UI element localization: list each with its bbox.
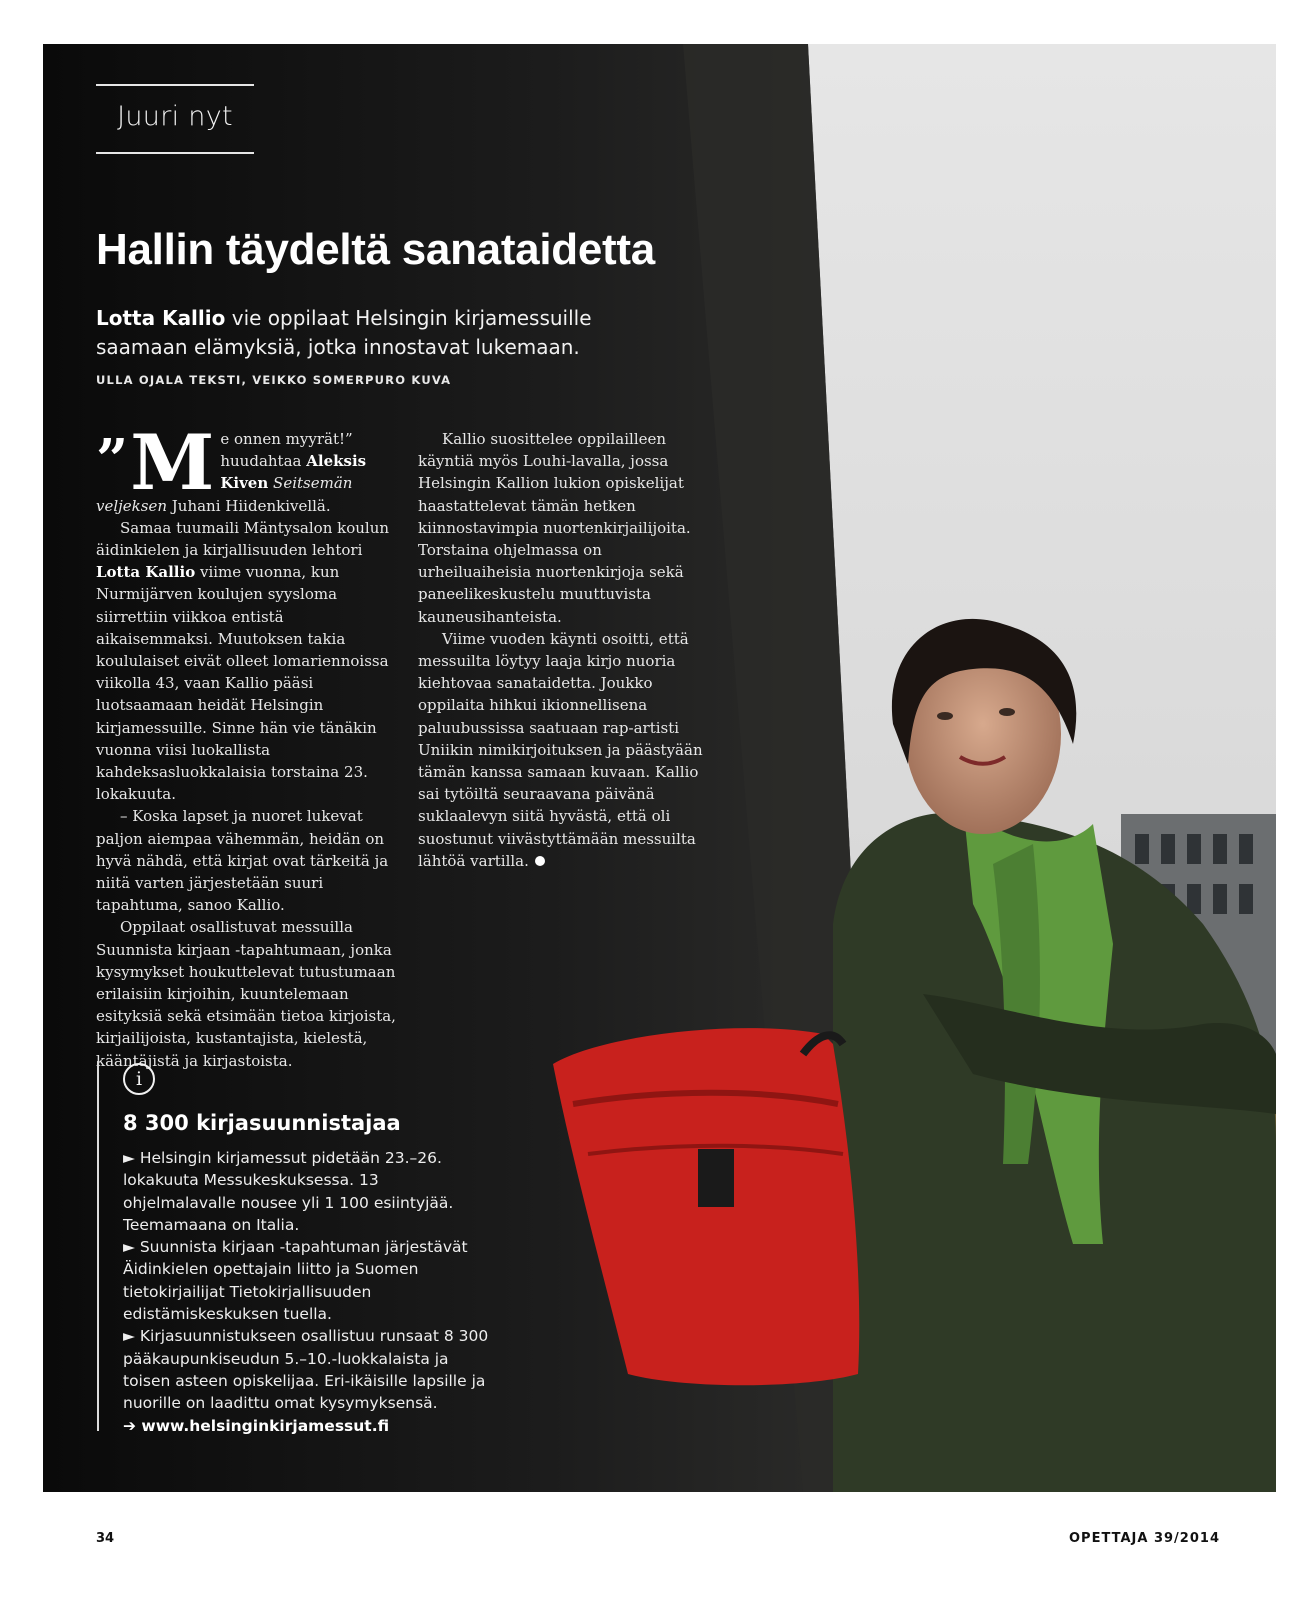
article-paragraph: Oppilaat osallistuvat messuilla Suunnista kirjaan -tapahtumaan, jonka kysymykset houkuttelevat tutustumaan erilaisiin kirjoihin, kuuntelemaan esityksiä sekä etsimään tietoa kirjoista, kirjailijoista, kustantajista, kielestä, kääntäjistä ja kirjastoista. [96,918,396,1070]
info-item: ► Suunnista kirjaan -tapahtuman järjestävät Äidinkielen opettajain liitto ja Suomen tietokirjailijat Tietokirjallisuuden edistämiskeskuksen tuella. [123,1238,468,1324]
info-icon: i [123,1063,155,1095]
headline: Hallin täydeltä sanataidetta [96,225,655,274]
left-eye [937,712,953,720]
article-text: Viime vuoden käynti osoitti, että messuilta löytyy laaja kirjo nuoria kiehtovaa sanataidetta. Joukko oppilaita hihkui ikionnellisena paluubussissa saatuaan rap-artisti Uniikin nimikirjoituksen ja päästyään tämän kanssa samaan kuvaan. Kallio sai tytöiltä seuraavana päivänä suklaalevyn siitä hyvästä, että oli suostunut viivästyttämään messuilta lähtöä vartilla. [418,629,703,870]
bag-label [698,1149,734,1207]
byline: ULLA OJALA TEKSTI, VEIKKO SOMERPURO KUVA [96,373,452,387]
lead-text: vie oppilaat Helsingin kirjamessuille saamaan elämyksiä, jotka innostavat lukemaan. [96,306,592,359]
article-paragraph [96,517,396,806]
article-column-2 [418,428,716,872]
article-paragraph: – Koska lapset ja nuoret lukevat paljon aiempaa vähemmän, heidän on hyvä nähdä, että kirjat ovat tärkeitä ja niitä varten järjestetään suuri tapahtuma, sanoo Kallio. [96,807,389,915]
article-text: e onnen myyrät!” huudahtaa [220,430,353,471]
article-paragraph [418,628,716,872]
drop-cap-quote: ” [96,427,129,493]
info-item: ► Kirjasuunnistukseen osallistuu runsaat 8 300 pääkaupunkiseudun 5.–10.-luokkalaista ja toisen asteen opiskelijaa. Eri-ikäisille lapsille ja nuorille on laadittu omat kysymyksensä. [123,1327,489,1413]
website-link[interactable]: ➔ www.helsinginkirjamessut.fi [123,1416,390,1435]
lead-paragraph [96,304,656,362]
work-title: Seitsemän veljeksen [96,474,353,515]
drop-cap-letter: M [130,418,215,507]
right-eye [999,708,1015,716]
article-column-1 [96,418,396,1072]
info-box [97,1061,523,1435]
lead-name: Lotta Kallio [96,306,226,330]
info-title: 8 300 kirjasuunnistajaa [123,1111,401,1135]
article-text: Juhani Hiidenkivellä. [167,496,331,515]
article-paragraph [96,418,396,517]
end-mark-icon [535,856,545,866]
author-name: Aleksis Kiven [220,452,367,493]
page-number: 34 [96,1531,115,1546]
drop-cap [96,418,215,507]
person-name: Lotta Kallio [96,563,196,582]
article-paragraph: Kallio suosittelee oppilailleen käyntiä myös Louhi-lavalla, jossa Helsingin Kallion lukion opiskelijat haastattelevat tämän hetken kiinnostavimpia nuortenkirjailijoita. Torstaina ohjelmassa on urheiluaiheisia nuortenkirjoja sekä paneelikeskustelu muuttuvista kauneusihanteista. [418,430,691,626]
article-text: Samaa tuumaili Mäntysalon koulun äidinkielen ja kirjallisuuden lehtori [96,518,390,560]
magazine-issue: OPETTAJA 39/2014 [1069,1531,1220,1546]
article-text: viime vuonna, kun Nurmijärven koulujen syysloma siirrettiin viikkoa entistä aikaisemmaksi. Muutoksen takia koululaiset eivät olleet lomariennoissa viikolla 43, vaan Kallio pääsi luotsaamaan heidät Helsingin kirjamessuille. Sinne hän vie tänäkin vuonna viisi luokallista kahdeksasluokkalaisia torstaina 23. lokakuuta. [96,563,389,804]
section-label: Juuri nyt [96,84,254,154]
info-item: ► Helsingin kirjamessut pidetään 23.–26. lokakuuta Messukeskuksessa. 13 ohjelmalavalle nousee yli 1 100 esiintyjää. Teemamaana on Italia. [123,1149,454,1234]
